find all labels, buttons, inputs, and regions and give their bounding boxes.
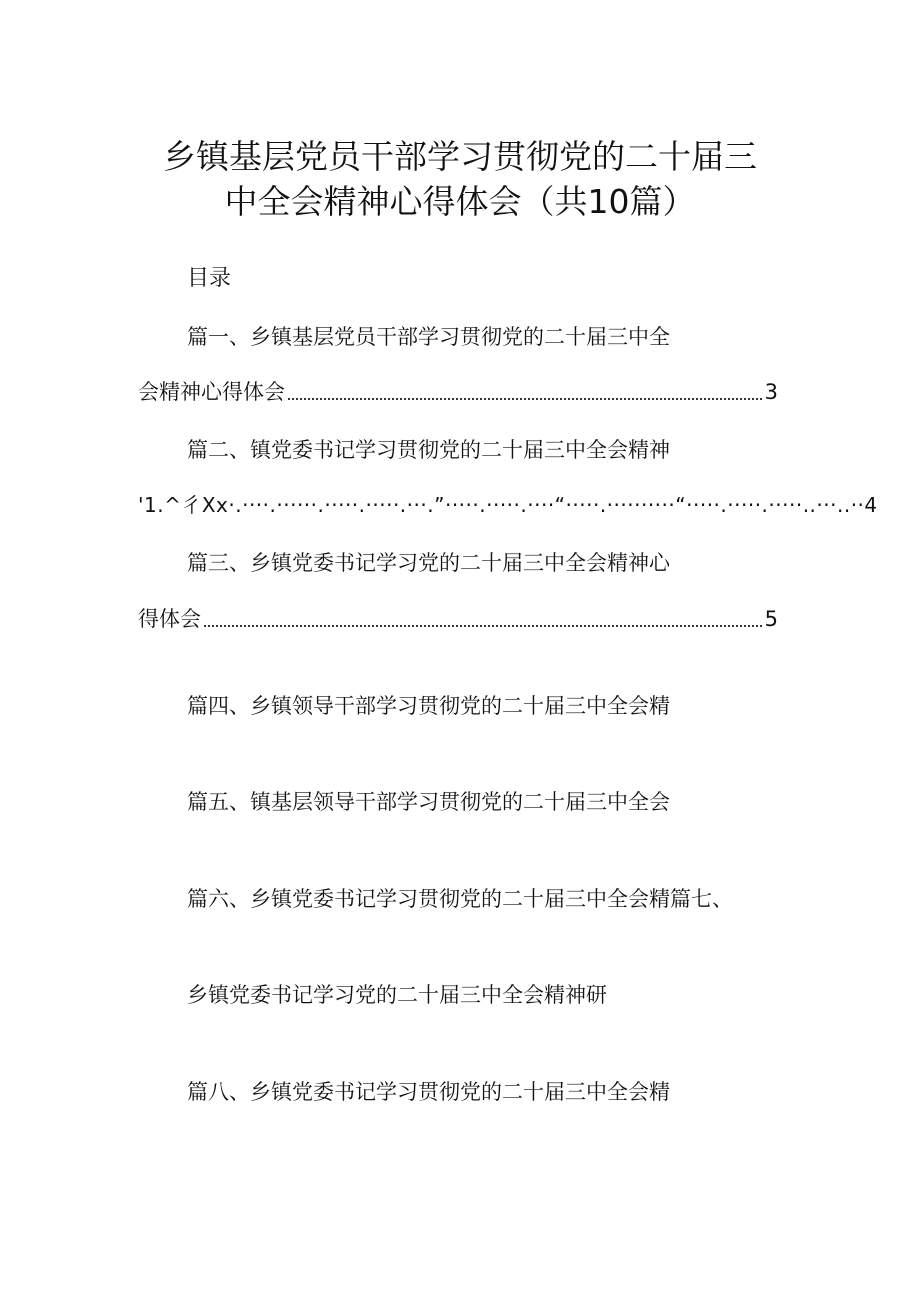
document-title-line-1: 乡镇基层党员干部学习贯彻党的二十届三 <box>163 137 757 176</box>
toc-entry-7: 乡镇党委书记学习党的二十届三中全会精神研 <box>187 983 607 1007</box>
toc-entry-1-text: 会精神心得体会 <box>138 380 285 404</box>
toc-entry-1-line-1: 篇一、乡镇基层党员干部学习贯彻党的二十届三中全 <box>187 325 670 349</box>
toc-entry-1-page: 3 <box>764 380 778 404</box>
toc-entry-2-line-1: 篇二、镇党委书记学习贯彻党的二十届三中全会精神 <box>187 438 670 462</box>
toc-entry-4: 篇四、乡镇领导干部学习贯彻党的二十届三中全会精 <box>187 694 670 718</box>
toc-entry-1-line-2 <box>138 377 778 407</box>
toc-entry-2-line-2: '1.^彳Xx·.····.······.·····.·····.···.”·····.·····.····“·····.··········“·····.·····.·····..···..··4 <box>138 493 878 517</box>
toc-heading: 目录 <box>187 266 232 291</box>
toc-entry-3-line-1: 篇三、乡镇党委书记学习党的二十届三中全会精神心 <box>187 551 670 575</box>
toc-entry-6: 篇六、乡镇党委书记学习贯彻党的二十届三中全会精篇七、 <box>187 887 733 911</box>
toc-leader-dots <box>204 624 762 627</box>
document-title-line-2: 中全会精神心得体会（共10篇） <box>224 182 696 221</box>
toc-leader-dots <box>288 397 762 400</box>
toc-entry-3-page: 5 <box>764 607 778 631</box>
toc-entry-3-line-2 <box>138 604 778 634</box>
toc-entry-8: 篇八、乡镇党委书记学习贯彻党的二十届三中全会精 <box>187 1080 670 1104</box>
toc-entry-3-text: 得体会 <box>138 607 201 631</box>
toc-entry-5: 篇五、镇基层领导干部学习贯彻党的二十届三中全会 <box>187 790 670 814</box>
